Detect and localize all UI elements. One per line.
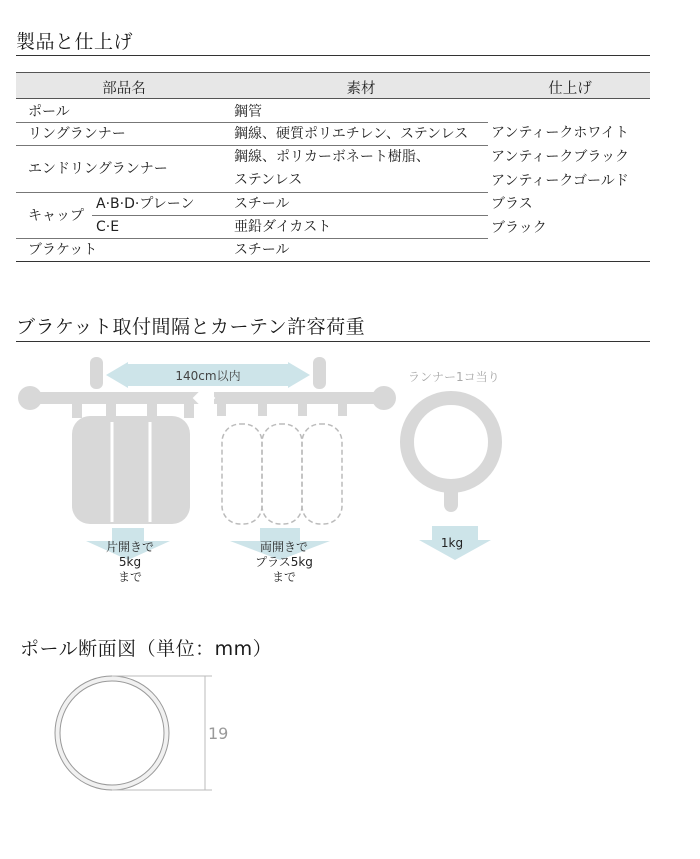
- row-bracket-part: ブラケット: [28, 242, 98, 258]
- row-cap-material2: 亜鉛ダイカスト: [234, 219, 332, 235]
- row-cap-sub2: C·E: [96, 219, 120, 235]
- double-open-line1: 両開きで: [259, 540, 309, 554]
- row-ring-runner-part: リングランナー: [28, 126, 126, 142]
- curtain-dashed: [222, 424, 342, 524]
- title-rule: [16, 341, 650, 342]
- single-open-line2: 5kg: [118, 555, 142, 569]
- pole-inner-ring: [60, 681, 164, 785]
- header-part: 部品名: [102, 81, 146, 97]
- finish-item: アンティークホワイト: [491, 125, 629, 141]
- runner-ring: [407, 398, 495, 486]
- row-pole-part: ポール: [28, 104, 70, 120]
- bracket-post-left: [90, 357, 103, 389]
- row-ring-runner-material: 鋼線、硬質ポリエチレン、ステンレス: [234, 126, 469, 142]
- table-header-row: [16, 72, 650, 99]
- finish-item: ブラス: [491, 196, 533, 212]
- row-end-ring-runner-part: エンドリングランナー: [28, 161, 168, 177]
- row-cap-sub1: A·B·D·プレーン: [96, 196, 195, 212]
- finish-item: ブラック: [491, 220, 547, 236]
- header-finish: 仕上げ: [548, 81, 592, 97]
- single-open-line3: まで: [117, 570, 143, 584]
- header-material: 素材: [346, 81, 376, 97]
- double-open-line2: プラス5kg: [255, 555, 313, 569]
- runner-stem: [444, 484, 458, 512]
- load-diagram: [0, 350, 700, 600]
- row-end-ring-runner-material-2: ステンレス: [234, 172, 303, 188]
- row-end-ring-runner-material-1: 鋼線、ポリカーボネート樹脂、: [234, 149, 430, 165]
- span-label: 140cm以内: [175, 369, 241, 383]
- curtain-solid: [72, 404, 194, 524]
- bracket-post-right: [313, 357, 326, 389]
- row-bracket-material: スチール: [234, 242, 290, 258]
- runner-load-label: 1kg: [440, 536, 464, 550]
- diameter-label: 19: [208, 724, 229, 743]
- title-rule: [16, 55, 650, 56]
- finish-item: アンティークゴールド: [491, 173, 629, 189]
- row-cap-part: キャップ: [28, 208, 84, 224]
- row-cap-material1: スチール: [234, 196, 290, 212]
- finish-item: アンティークブラック: [491, 149, 630, 165]
- section-title-cross-section: ポール断面図（単位：mm）: [20, 638, 273, 660]
- section-title-bracket-load: ブラケット取付間隔とカーテン許容荷重: [16, 316, 366, 338]
- single-open-line1: 片開きで: [105, 540, 155, 554]
- row-pole-material: 鋼管: [234, 104, 262, 120]
- table-bottom-rule: [16, 261, 650, 262]
- runner-label: ランナー1コ当り: [408, 370, 500, 384]
- pole-cross-section: [0, 660, 320, 810]
- section-title-products: 製品と仕上げ: [16, 31, 134, 53]
- double-open-line3: まで: [271, 570, 297, 584]
- dashed-curtain-hooks: [217, 404, 347, 416]
